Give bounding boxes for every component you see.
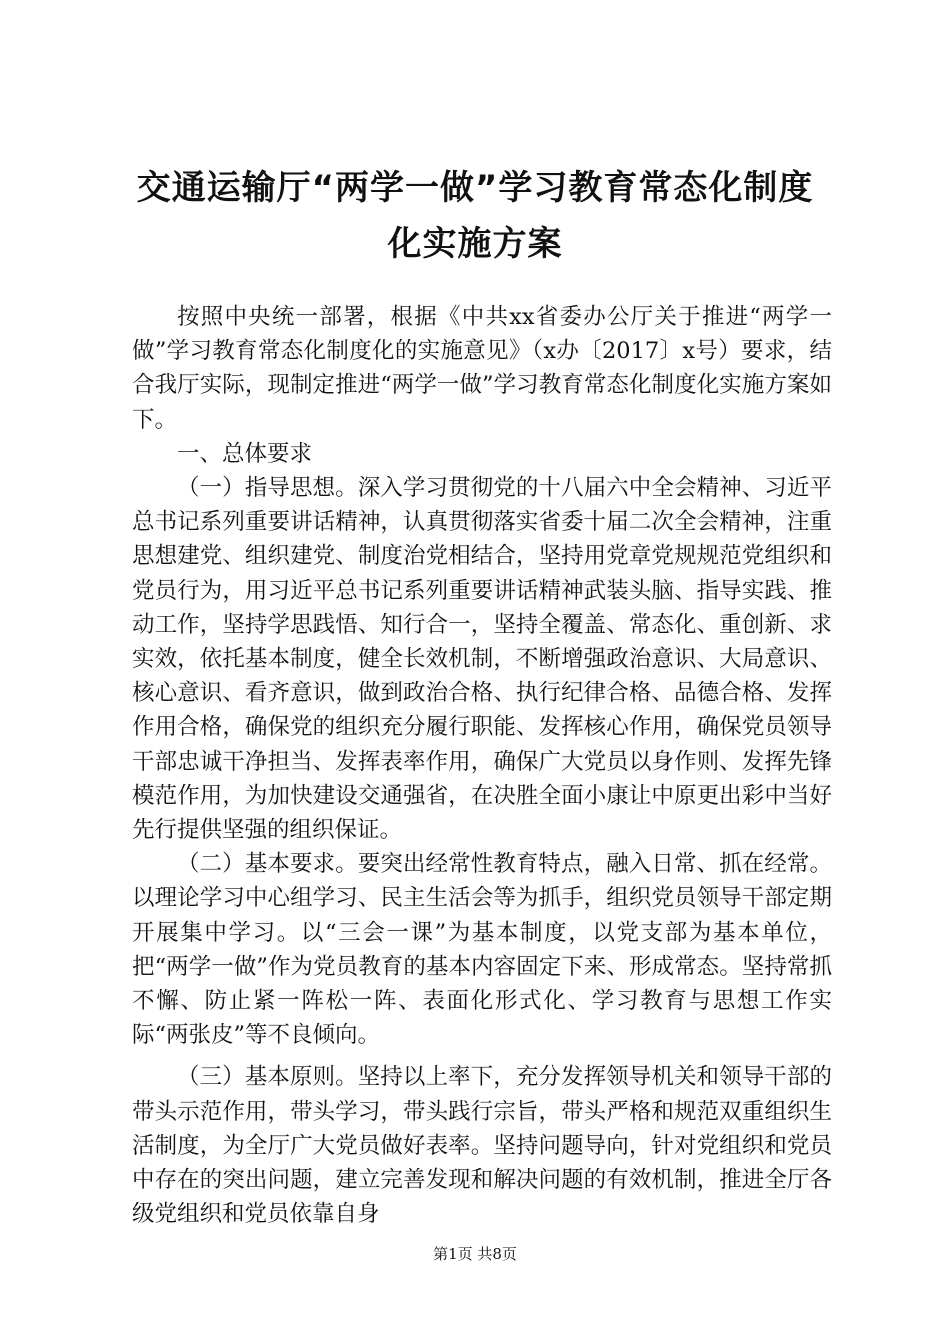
document-body (132, 300, 832, 1231)
section-heading: 一、总体要求 (177, 440, 313, 467)
document-title-line-1: 交通运输厅“两学一做”学习教育常态化制度 (136, 168, 814, 208)
page-footer: 第1页 共8页 (433, 1245, 517, 1263)
guiding-thought-paragraph: （一）指导思想。深入学习贯彻党的十八届六中全会精神、习近平总书记系列重要讲话精神，认真贯彻落实省委十届二次全会精神，注重思想建党、组织建党、制度治党相结合，坚持用党章党规规范党组织和党员行为，用习近平总书记系列重要讲话精神武装头脑、指导实践、推动工作，坚持学思践悟、知行合一，坚持全覆盖、常态化、重创新、求实效，依托基本制度，健全长效机制，不断增强政治意识、大局意识、核心意识、看齐意识，做到政治合格、执行纪律合格、品德合格、发挥作用合格，确保党的组织充分履行职能、发挥核心作用，确保党员领导干部忠诚干净担当、发挥表率作用，确保广大党员以身作则、发挥先锋模范作用，为加快建设交通强省，在决胜全面小康让中原更出彩中当好先行提供坚强的组织保证。 (132, 475, 832, 844)
basic-principles-paragraph: （三）基本原则。坚持以上率下，充分发挥领导机关和领导干部的带头示范作用，带头学习，带头践行宗旨，带头严格和规范双重组织生活制度，为全厅广大党员做好表率。坚持问题导向，针对党组织和党员中存在的突出问题，建立完善发现和解决问题的有效机制，推进全厅各级党组织和党员依靠自身 (132, 1064, 832, 1228)
document-title-line-2: 化实施方案 (387, 224, 563, 264)
basic-requirements-paragraph: （二）基本要求。要突出经常性教育特点，融入日常、抓在经常。以理论学习中心组学习、民主生活会等为抓手，组织党员领导干部定期开展集中学习。以“三会一课”为基本制度，以党支部为基本单位，把“两学一做”作为党员教育的基本内容固定下来、形成常态。坚持常抓不懈、防止紧一阵松一阵、表面化形式化、学习教育与思想工作实际“两张皮”等不良倾向。 (132, 851, 832, 1049)
intro-paragraph: 按照中央统一部署，根据《中共xx省委办公厅关于推进“两学一做”学习教育常态化制度化的实施意见》（x办〔2017〕x号）要求，结合我厅实际，现制定推进“两学一做”学习教育常态化制度化实施方案如下。 (132, 304, 832, 433)
